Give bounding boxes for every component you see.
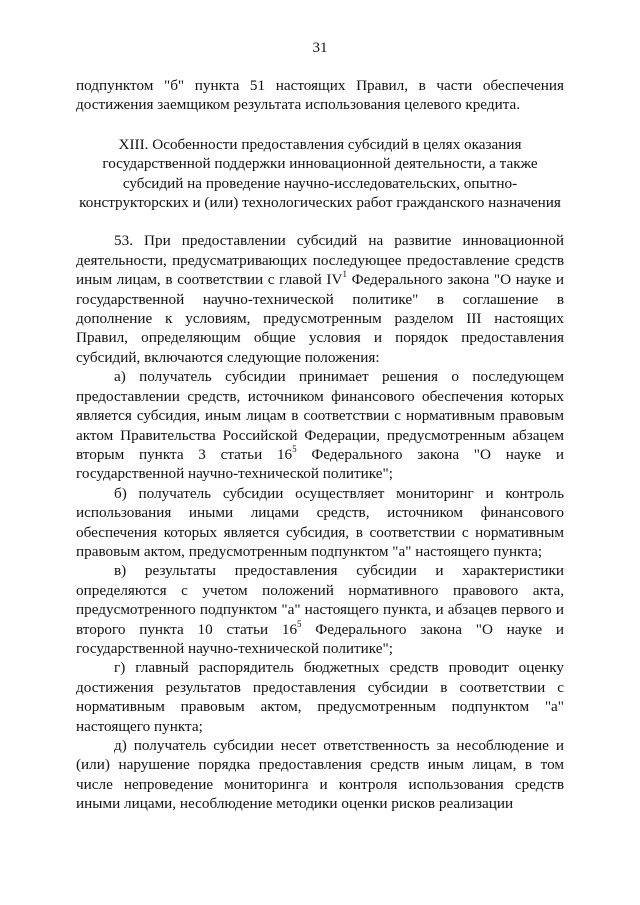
list-item-a: [76, 367, 564, 483]
list-item-a-text-cont: Федерального закона "О науке и государственной научно-технической политике";: [76, 445, 564, 483]
section-heading-line: XIII. Особенности предоставления субсидий в целях оказания: [118, 135, 522, 153]
list-item-d: д) получатель субсидии несет ответственность за несоблюдение и (или) нарушение порядка предоставления средств иным лицам, в том числе непроведение мониторинга и контроля использования средств иными лицами, несоблюдение методики оценки рисков реализации: [76, 737, 564, 813]
superscript: 5: [297, 618, 302, 629]
section-heading-line: субсидий на проведение научно-исследовательских, опытно-: [122, 174, 518, 192]
page-content: [76, 76, 564, 814]
intro-paragraph: подпунктом "б" пункта 51 настоящих Правил, в части обеспечения достижения заемщиком результата использования целевого кредита.: [76, 77, 564, 114]
section-heading-line: конструкторских и (или) технологических работ гражданского назначения: [79, 194, 561, 212]
page-number: 31: [312, 40, 328, 56]
list-item-b: б) получатель субсидии осуществляет мониторинг и контроль использования иными лицами средств, источником финансового обеспечения которых является субсидия, в соответствии с нормативным правовым актом, предусмотренным подпунктом "а" настоящего пункта;: [76, 484, 564, 560]
section-heading: [76, 135, 564, 213]
list-item-g: г) главный распорядитель бюджетных средств проводит оценку достижения результатов предоставления субсидии в соответствии с нормативным правовым актом, предусмотренным подпунктом "а" настоящего пункта;: [76, 659, 564, 735]
list-item-v-text-cont: Федерального закона "О науке и государственной научно-технической политике";: [76, 620, 564, 657]
paragraph-53: [76, 231, 564, 367]
paragraph-53-text: 53. При предоставлении субсидий на развитие инновационной деятельности, предусматривающих последующее предоставление средств иным лицам, в соответствии с главой IV: [76, 232, 564, 289]
section-heading-line: государственной поддержки инновационной деятельности, а также: [102, 155, 538, 173]
superscript: 1: [342, 269, 347, 280]
list-item-v-text: в) результаты предоставления субсидии и характеристики определяются с учетом положений нормативного правового акта, предусмотренного подпунктом "а" настоящего пункта, и абзацев первого и второго пункта 10 статьи 16: [76, 562, 564, 638]
list-item-a-text: а) получатель субсидии принимает решения о последующем предоставлении средств, источником финансового обеспечения которых является субсидия, иным лицам в соответствии с нормативным правовым актом Правительства Российской Федерации, предусмотренным абзацем вторым пункта 3 статьи 16: [76, 368, 564, 463]
list-item-v: [76, 561, 564, 658]
superscript: 5: [292, 443, 297, 454]
paragraph-53-text-cont: Федерального закона "О науке и государственной научно-технической политике" в соглашение в дополнение к условиям, предусмотренным разделом III настоящих Правил, определяющим общие условия и порядок предоставления субсидий, включаются следующие положения:: [76, 271, 565, 366]
